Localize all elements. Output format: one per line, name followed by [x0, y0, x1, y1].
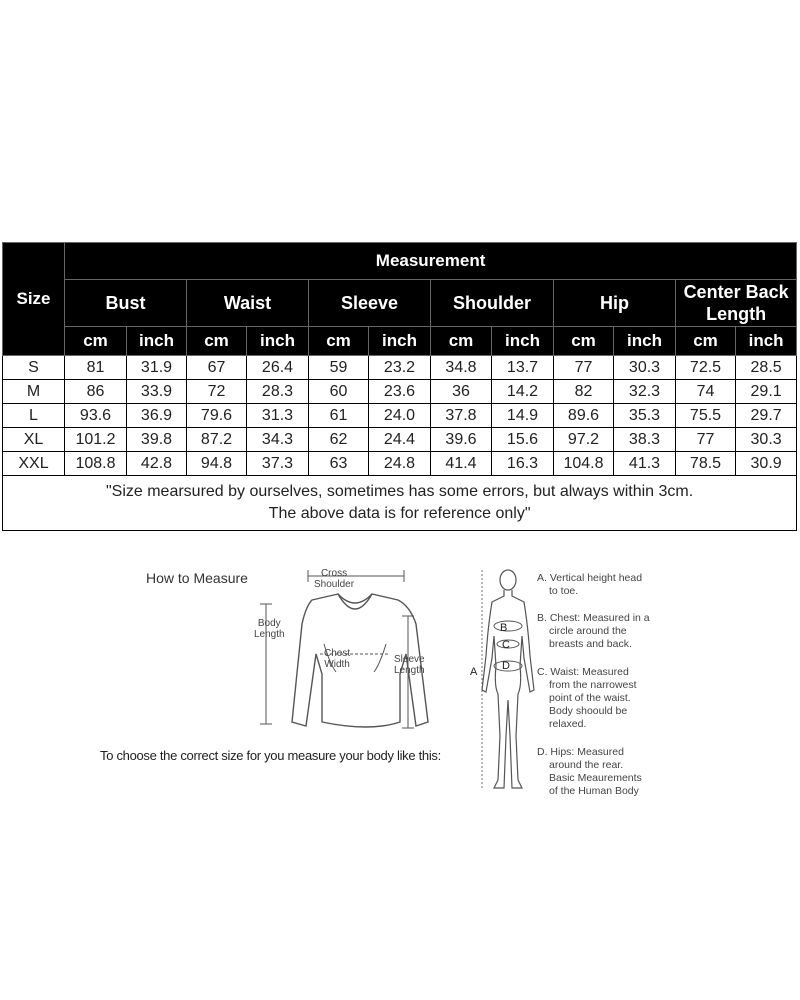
value-cell: 87.2: [187, 428, 247, 452]
sleeve-length-label: Sleeve Length: [394, 654, 425, 676]
unit-header: cm: [187, 327, 247, 356]
value-cell: 78.5: [676, 452, 736, 476]
unit-header: inch: [247, 327, 309, 356]
value-cell: 97.2: [554, 428, 614, 452]
value-cell: 30.9: [736, 452, 797, 476]
value-cell: 24.8: [369, 452, 431, 476]
table-row: [3, 404, 797, 428]
table-row: [3, 356, 797, 380]
value-cell: 42.8: [127, 452, 187, 476]
value-cell: 34.3: [247, 428, 309, 452]
value-cell: 23.6: [369, 380, 431, 404]
value-cell: 41.3: [614, 452, 676, 476]
how-to-measure-title: How to Measure: [146, 570, 248, 586]
figure-letter-b: B: [500, 622, 508, 634]
value-cell: 72.5: [676, 356, 736, 380]
value-cell: 37.8: [431, 404, 492, 428]
value-cell: 63: [309, 452, 369, 476]
description-line: Basic Meaurements: [549, 772, 642, 784]
table-row: [3, 380, 797, 404]
value-cell: 14.2: [492, 380, 554, 404]
value-cell: 33.9: [127, 380, 187, 404]
figure-letter-c: C: [502, 639, 510, 651]
value-cell: 77: [676, 428, 736, 452]
unit-header: inch: [127, 327, 187, 356]
value-cell: 14.9: [492, 404, 554, 428]
value-cell: 86: [65, 380, 127, 404]
table-row: [3, 428, 797, 452]
value-cell: 93.6: [65, 404, 127, 428]
unit-header: cm: [431, 327, 492, 356]
value-cell: 101.2: [65, 428, 127, 452]
measurement-header: Measurement: [65, 243, 797, 280]
description-line: Body shoould be: [549, 705, 628, 717]
size-column-header: Size: [3, 243, 65, 356]
value-cell: 39.6: [431, 428, 492, 452]
unit-header: cm: [676, 327, 736, 356]
size-cell: XL: [3, 428, 65, 452]
value-cell: 62: [309, 428, 369, 452]
description-line: around the rear.: [549, 759, 624, 771]
value-cell: 37.3: [247, 452, 309, 476]
unit-header: cm: [554, 327, 614, 356]
note-line-2: The above data is for reference only": [268, 505, 531, 522]
description-line: from the narrowest: [549, 679, 637, 691]
group-header: Waist: [187, 280, 309, 327]
unit-header: inch: [492, 327, 554, 356]
value-cell: 81: [65, 356, 127, 380]
value-cell: 31.3: [247, 404, 309, 428]
value-cell: 15.6: [492, 428, 554, 452]
description-c: [537, 666, 637, 731]
figure-letter-a: A: [470, 666, 478, 678]
group-header: Hip: [554, 280, 676, 327]
measurement-note: [3, 476, 797, 531]
value-cell: 67: [187, 356, 247, 380]
value-cell: 72: [187, 380, 247, 404]
description-d: [537, 746, 642, 798]
how-to-measure-section: [0, 550, 800, 810]
measure-instruction: To choose the correct size for you measure your body like this:: [100, 748, 441, 763]
value-cell: 104.8: [554, 452, 614, 476]
sweater-diagram: [240, 564, 470, 744]
value-cell: 30.3: [614, 356, 676, 380]
value-cell: 89.6: [554, 404, 614, 428]
description-line: D. Hips: Measured: [537, 746, 624, 758]
description-b: [537, 612, 650, 651]
unit-header: inch: [614, 327, 676, 356]
value-cell: 77: [554, 356, 614, 380]
value-cell: 39.8: [127, 428, 187, 452]
value-cell: 41.4: [431, 452, 492, 476]
description-line: relaxed.: [549, 718, 587, 730]
group-header: Center Back Length: [676, 280, 797, 327]
value-cell: 36.9: [127, 404, 187, 428]
cross-shoulder-label: Cross Shoulder: [314, 568, 355, 590]
value-cell: 94.8: [187, 452, 247, 476]
size-cell: M: [3, 380, 65, 404]
description-line: B. Chest: Measured in a: [537, 612, 650, 624]
value-cell: 74: [676, 380, 736, 404]
note-line-1: "Size mearsured by ourselves, sometimes has some errors, but always within 3cm.: [105, 483, 694, 500]
body-figure-diagram: [468, 566, 548, 806]
value-cell: 75.5: [676, 404, 736, 428]
unit-header: cm: [309, 327, 369, 356]
value-cell: 24.4: [369, 428, 431, 452]
figure-letter-d: D: [502, 660, 510, 672]
description-line: to toe.: [549, 585, 579, 597]
description-a: [537, 572, 642, 598]
value-cell: 59: [309, 356, 369, 380]
value-cell: 34.8: [431, 356, 492, 380]
body-length-label: Body Length: [254, 618, 285, 640]
value-cell: 30.3: [736, 428, 797, 452]
value-cell: 24.0: [369, 404, 431, 428]
description-line: breasts and back.: [549, 638, 632, 650]
unit-header: cm: [65, 327, 127, 356]
description-line: C. Waist: Measured: [537, 666, 629, 678]
size-cell: L: [3, 404, 65, 428]
value-cell: 79.6: [187, 404, 247, 428]
description-line: of the Human Body: [549, 785, 639, 797]
description-line: circle around the: [549, 625, 627, 637]
value-cell: 26.4: [247, 356, 309, 380]
value-cell: 82: [554, 380, 614, 404]
value-cell: 60: [309, 380, 369, 404]
value-cell: 36: [431, 380, 492, 404]
table-row: [3, 452, 797, 476]
group-header: Sleeve: [309, 280, 431, 327]
description-line: A. Vertical height head: [537, 572, 643, 584]
size-chart: [2, 242, 796, 531]
value-cell: 16.3: [492, 452, 554, 476]
value-cell: 23.2: [369, 356, 431, 380]
size-cell: XXL: [3, 452, 65, 476]
value-cell: 108.8: [65, 452, 127, 476]
unit-header: inch: [736, 327, 797, 356]
value-cell: 35.3: [614, 404, 676, 428]
value-cell: 29.1: [736, 380, 797, 404]
value-cell: 31.9: [127, 356, 187, 380]
group-header: Shoulder: [431, 280, 554, 327]
value-cell: 28.5: [736, 356, 797, 380]
value-cell: 29.7: [736, 404, 797, 428]
value-cell: 32.3: [614, 380, 676, 404]
value-cell: 61: [309, 404, 369, 428]
size-cell: S: [3, 356, 65, 380]
group-header: Bust: [65, 280, 187, 327]
value-cell: 38.3: [614, 428, 676, 452]
size-table: [2, 242, 797, 531]
value-cell: 28.3: [247, 380, 309, 404]
unit-header: inch: [369, 327, 431, 356]
description-line: point of the waist.: [549, 692, 631, 704]
chest-width-label: Chest Width: [324, 648, 351, 670]
value-cell: 13.7: [492, 356, 554, 380]
